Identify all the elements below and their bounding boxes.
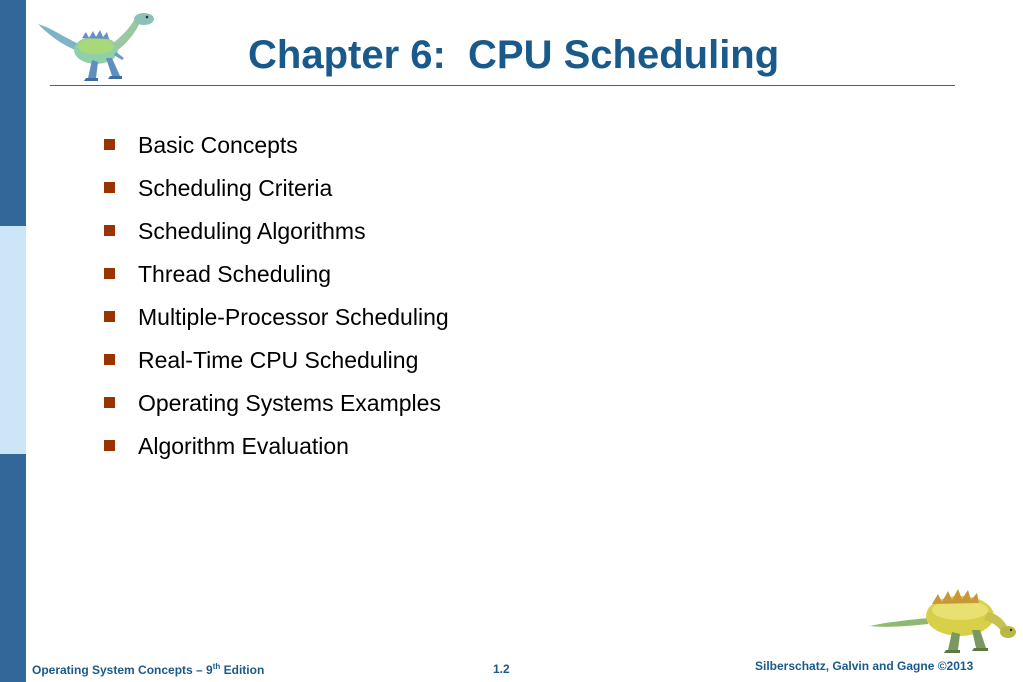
list-item <box>104 382 449 425</box>
list-item <box>104 425 449 468</box>
list-item <box>104 296 449 339</box>
square-bullet-icon <box>104 397 115 408</box>
square-bullet-icon <box>104 354 115 365</box>
list-item <box>104 253 449 296</box>
title-divider <box>50 85 955 86</box>
slide-title: Chapter 6: CPU Scheduling <box>248 33 780 77</box>
square-bullet-icon <box>104 225 115 236</box>
list-item <box>104 210 449 253</box>
footer-book-suffix: Edition <box>220 663 265 677</box>
footer-book-prefix: Operating System Concepts – 9 <box>32 663 213 677</box>
list-item-label: Scheduling Criteria <box>138 175 333 201</box>
footer-book-superscript: th <box>212 662 221 671</box>
square-bullet-icon <box>104 268 115 279</box>
list-item <box>104 124 449 167</box>
list-item-label: Real-Time CPU Scheduling <box>138 347 419 373</box>
square-bullet-icon <box>104 182 115 193</box>
bullet-list <box>104 124 449 468</box>
sidebar-segment-top <box>0 0 26 226</box>
footer-copyright: Silberschatz, Galvin and Gagne ©2013 <box>755 659 974 673</box>
sidebar-segment-middle <box>0 226 26 454</box>
square-bullet-icon <box>104 139 115 150</box>
list-item-label: Scheduling Algorithms <box>138 218 366 244</box>
list-item-label: Algorithm Evaluation <box>138 433 349 459</box>
list-item-label: Thread Scheduling <box>138 261 332 287</box>
list-item-label: Basic Concepts <box>138 132 298 158</box>
footer-page-number: 1.2 <box>493 662 510 676</box>
list-item <box>104 339 449 382</box>
left-sidebar-band <box>0 0 26 682</box>
sidebar-segment-bottom <box>0 454 26 682</box>
list-item <box>104 167 449 210</box>
dinosaur-logo-icon <box>34 6 158 84</box>
square-bullet-icon <box>104 311 115 322</box>
square-bullet-icon <box>104 440 115 451</box>
footer-book-title <box>32 662 264 677</box>
dinosaur-logo-icon <box>868 582 1018 654</box>
list-item-label: Multiple-Processor Scheduling <box>138 304 449 330</box>
list-item-label: Operating Systems Examples <box>138 390 441 416</box>
